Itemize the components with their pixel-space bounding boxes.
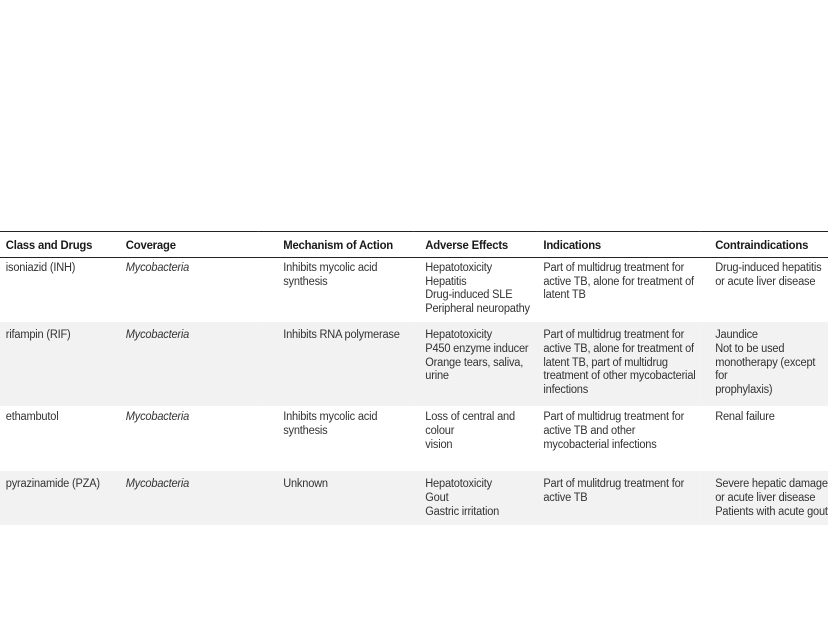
indication-line: infections [543, 383, 589, 396]
indications-cell [538, 258, 700, 323]
table-row [0, 258, 828, 323]
adverse-line: Gastric irritation [425, 505, 500, 518]
drug-name: pyrazinamide (PZA) [5, 478, 100, 491]
mechanism-cell [258, 406, 414, 471]
adverse-line: Drug-induced SLE [425, 289, 513, 302]
drug-table-container [0, 231, 828, 525]
header-contraindications: Contraindications [715, 238, 809, 253]
indication-line: active TB, alone for treatment of [543, 275, 694, 288]
contraindications-cell [700, 471, 828, 525]
adverse-line: Hepatotoxicity [425, 329, 492, 342]
contraindication-line: Patients with acute gout [715, 505, 828, 518]
coverage-cell: Mycobacteria [125, 411, 190, 424]
contraindication-line: Renal failure [715, 411, 775, 424]
drug-name: isoniazid (INH) [5, 262, 76, 274]
coverage-cell: Mycobacteria [125, 329, 190, 342]
mechanism-line: Unknown [283, 478, 328, 491]
contraindication-line: Drug-induced hepatitis [715, 262, 822, 274]
contraindication-line: prophylaxis) [715, 383, 773, 396]
adverse-line: Gout [425, 491, 449, 504]
indication-line: active TB [543, 491, 588, 504]
coverage-cell: Mycobacteria [125, 262, 190, 274]
coverage-cell: Mycobacteria [125, 478, 190, 491]
indication-line: Part of multidrug treatment for [543, 411, 685, 424]
mechanism-line: Inhibits mycolic acid [283, 262, 378, 274]
indication-line: treatment of other mycobacterial [543, 370, 696, 383]
adverse-line: P450 enzyme inducer [425, 342, 529, 355]
header-mechanism: Mechanism of Action [283, 238, 394, 253]
header-coverage: Coverage [125, 238, 176, 253]
indication-line: latent TB [543, 289, 586, 302]
indication-line: active TB, alone for treatment of [543, 342, 694, 355]
mechanism-cell [258, 258, 414, 323]
indication-line: latent TB, part of multidrug [543, 356, 668, 369]
contraindication-line: monotherapy (except for [715, 356, 816, 383]
indication-line: Part of mulitdrug treatment for [543, 478, 685, 491]
drug-name: ethambutol [5, 411, 59, 424]
tb-drug-table [0, 231, 828, 525]
contraindications-cell [700, 258, 828, 323]
mechanism-cell [258, 322, 414, 406]
header-indications: Indications [543, 238, 602, 253]
contraindication-line: Jaundice [715, 329, 758, 342]
mechanism-line: synthesis [283, 424, 328, 437]
contraindications-cell [700, 322, 828, 406]
adverse-line: Loss of central and [425, 411, 515, 424]
contraindication-line: or acute liver disease [715, 491, 816, 504]
adverse-line: colour [425, 424, 455, 437]
adverse-line: vision [425, 438, 453, 451]
adverse-line: Peripheral neuropathy [425, 302, 530, 315]
indication-line: mycobacterial infections [543, 438, 657, 451]
indication-line: active TB and other [543, 424, 636, 437]
indication-line: Part of multidrug treatment for [543, 329, 685, 342]
mechanism-line: synthesis [283, 275, 328, 288]
adverse-effects-cell [414, 258, 538, 323]
header-row [0, 232, 828, 258]
adverse-line: Hepatotoxicity [425, 478, 492, 491]
indications-cell [538, 471, 700, 525]
drug-name: rifampin (RIF) [5, 329, 71, 342]
adverse-line: Hepatitis [425, 275, 467, 288]
table-row [0, 406, 828, 471]
table-header [0, 232, 828, 258]
adverse-line: Hepatotoxicity [425, 262, 492, 274]
mechanism-line: Inhibits RNA polymerase [283, 329, 400, 342]
table-body [0, 258, 828, 526]
adverse-line: Orange tears, saliva, [425, 356, 524, 369]
contraindications-cell [700, 406, 828, 471]
mechanism-cell [258, 471, 414, 525]
header-class-and-drugs: Class and Drugs [5, 238, 93, 253]
contraindication-line: Not to be used [715, 342, 785, 355]
adverse-effects-cell [414, 322, 538, 406]
adverse-effects-cell [414, 406, 538, 471]
indications-cell [538, 406, 700, 471]
contraindication-line: Severe hepatic damage [715, 478, 828, 491]
table-row [0, 322, 828, 406]
indications-cell [538, 322, 700, 406]
table-row [0, 471, 828, 525]
mechanism-line: Inhibits mycolic acid [283, 411, 378, 424]
indication-line: Part of multidrug treatment for [543, 262, 685, 274]
contraindication-line: or acute liver disease [715, 275, 816, 288]
adverse-line: urine [425, 370, 449, 383]
header-adverse-effects: Adverse Effects [425, 238, 509, 253]
adverse-effects-cell [414, 471, 538, 525]
